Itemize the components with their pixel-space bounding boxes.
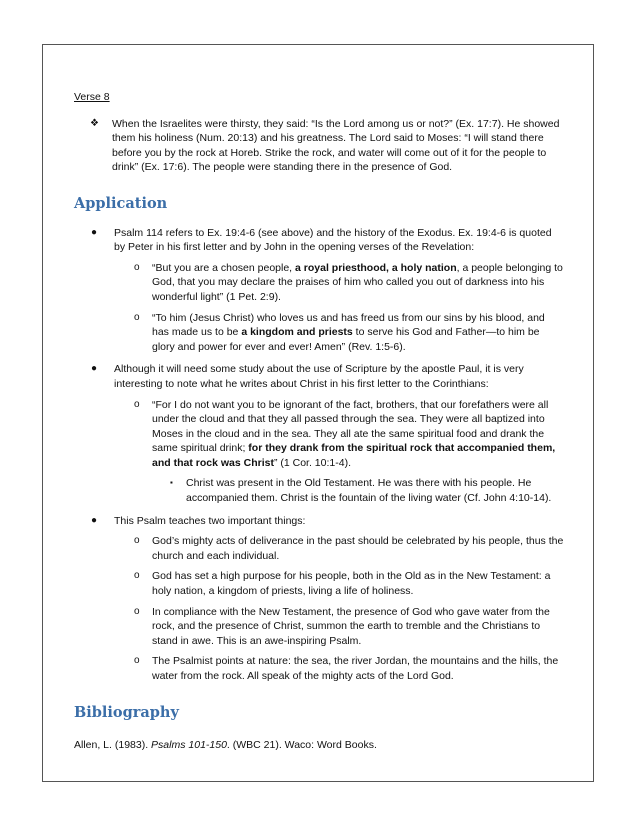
sub-list — [114, 398, 564, 506]
circle-bullet-icon: o — [134, 570, 140, 582]
list-item-text: This Psalm teaches two important things: — [114, 514, 306, 527]
sub-list-item — [114, 569, 564, 598]
bullet-icon: ● — [91, 226, 98, 238]
document-body — [74, 90, 564, 753]
verse-item-text: When the Israelites were thirsty, they said: “Is the Lord among us or not?” (Ex. 17:7). He showed them his holiness (Num. 20:13) and his greatness. The Lord said to Moses: “I will stand there before you by the rock at Horeb. Strike the rock, and water will come out of it for the people to drink” (Ex. 17:6). The people were standing there in the presence of God. — [112, 117, 560, 174]
sub-list — [114, 261, 564, 355]
list-item-text: God has set a high purpose for his people, both in the Old as in the New Testament: a holy nation, a kingdom of priests, living a life of holiness. — [152, 570, 551, 598]
list-item-text: God’s mighty acts of deliverance in the past should be celebrated by his people, thus the church and each individual. — [152, 535, 564, 562]
list-item-text: Psalm 114 refers to Ex. 19:4-6 (see above) and the history of the Exodus. Ex. 19:4-6 is quoted by Peter in his first letter and by John in the opening verses of the Revelation: — [114, 226, 552, 254]
list-item — [74, 514, 564, 684]
bibliography-title: Psalms 101-150 — [151, 739, 227, 752]
sub-list-item — [114, 534, 564, 563]
quote-text: ” (1 Cor. 10:1-4). — [273, 456, 351, 469]
circle-bullet-icon: o — [134, 655, 140, 667]
sub-sub-list — [152, 476, 564, 505]
quote-text: , a people belonging to God, that you may declare the praises of him who called you out of darkness into his wonderful light” (1 Pet. 2:9). — [152, 261, 563, 303]
circle-bullet-icon: o — [134, 311, 140, 323]
quote-text: to serve his God and Father—to him be glory and power for ever and ever! Amen” (Rev. 1:5-6). — [152, 326, 540, 353]
list-item — [74, 226, 564, 355]
list-item-text: In compliance with the New Testament, the presence of God who gave water from the rock, and the presence of Christ, summon the earth to tremble and the Christians to stand in awe. This is an awe-inspiring Psalm. — [152, 605, 550, 647]
sub-sub-list-item — [152, 476, 564, 505]
circle-bullet-icon: o — [134, 535, 140, 547]
quote-bold-text: for they drank from the spiritual rock that accompanied them, and that rock was Christ — [152, 442, 556, 469]
bullet-icon: ● — [91, 514, 98, 526]
sub-list-item — [114, 605, 564, 649]
quote-text: “But you are a chosen people, — [152, 261, 296, 274]
application-heading: Application — [74, 194, 168, 212]
list-item-text: The Psalmist points at nature: the sea, the river Jordan, the mountains and the hills, the water from the rock. All speak of the mighty acts of the Lord God. — [152, 655, 559, 682]
sub-list-item — [114, 261, 564, 305]
bullet-icon: ● — [91, 363, 98, 375]
bibliography-entry — [74, 738, 564, 753]
sub-list-item — [114, 398, 564, 506]
sub-list-item — [114, 311, 564, 355]
bibliography-author: Allen, L. (1983). — [74, 739, 152, 752]
verse-heading: Verse 8 — [74, 91, 110, 103]
list-item-text: Christ was present in the Old Testament. He was there with his people. He accompanied them. Christ is the fountain of the living water (Cf. John 4:10-14). — [186, 477, 552, 505]
square-bullet-icon: ▪ — [170, 478, 173, 488]
circle-bullet-icon: o — [134, 261, 140, 273]
bibliography-details: . (WBC 21). Waco: Word Books. — [226, 739, 377, 752]
quote-bold-text: a royal priesthood, a holy nation — [295, 261, 457, 274]
application-list — [74, 226, 564, 684]
quote-text: “For I do not want you to be ignorant of the fact, brothers, that our forefathers were all under the cloud and that they all passed through the sea. They were all baptized into Moses in the cloud and in the sea. They all ate the same spiritual food and drank the same spiritual drink; — [152, 398, 549, 455]
circle-bullet-icon: o — [134, 605, 140, 617]
circle-bullet-icon: o — [134, 398, 140, 410]
list-item-text: Although it will need some study about the use of Scripture by the apostle Paul, it is very interesting to note what he writes about Christ in his first letter to the Corinthians: — [114, 363, 524, 390]
sub-list — [114, 534, 564, 683]
bibliography-heading: Bibliography — [74, 703, 179, 721]
quote-bold-text: a kingdom and priests — [241, 326, 353, 339]
verse-item — [74, 117, 564, 175]
diamond-bullet-icon: ❖ — [90, 117, 99, 129]
list-item — [74, 362, 564, 505]
quote-text: “To him (Jesus Christ) who loves us and has freed us from our sins by his blood, and has made us to be — [152, 311, 545, 339]
sub-list-item — [114, 654, 564, 683]
